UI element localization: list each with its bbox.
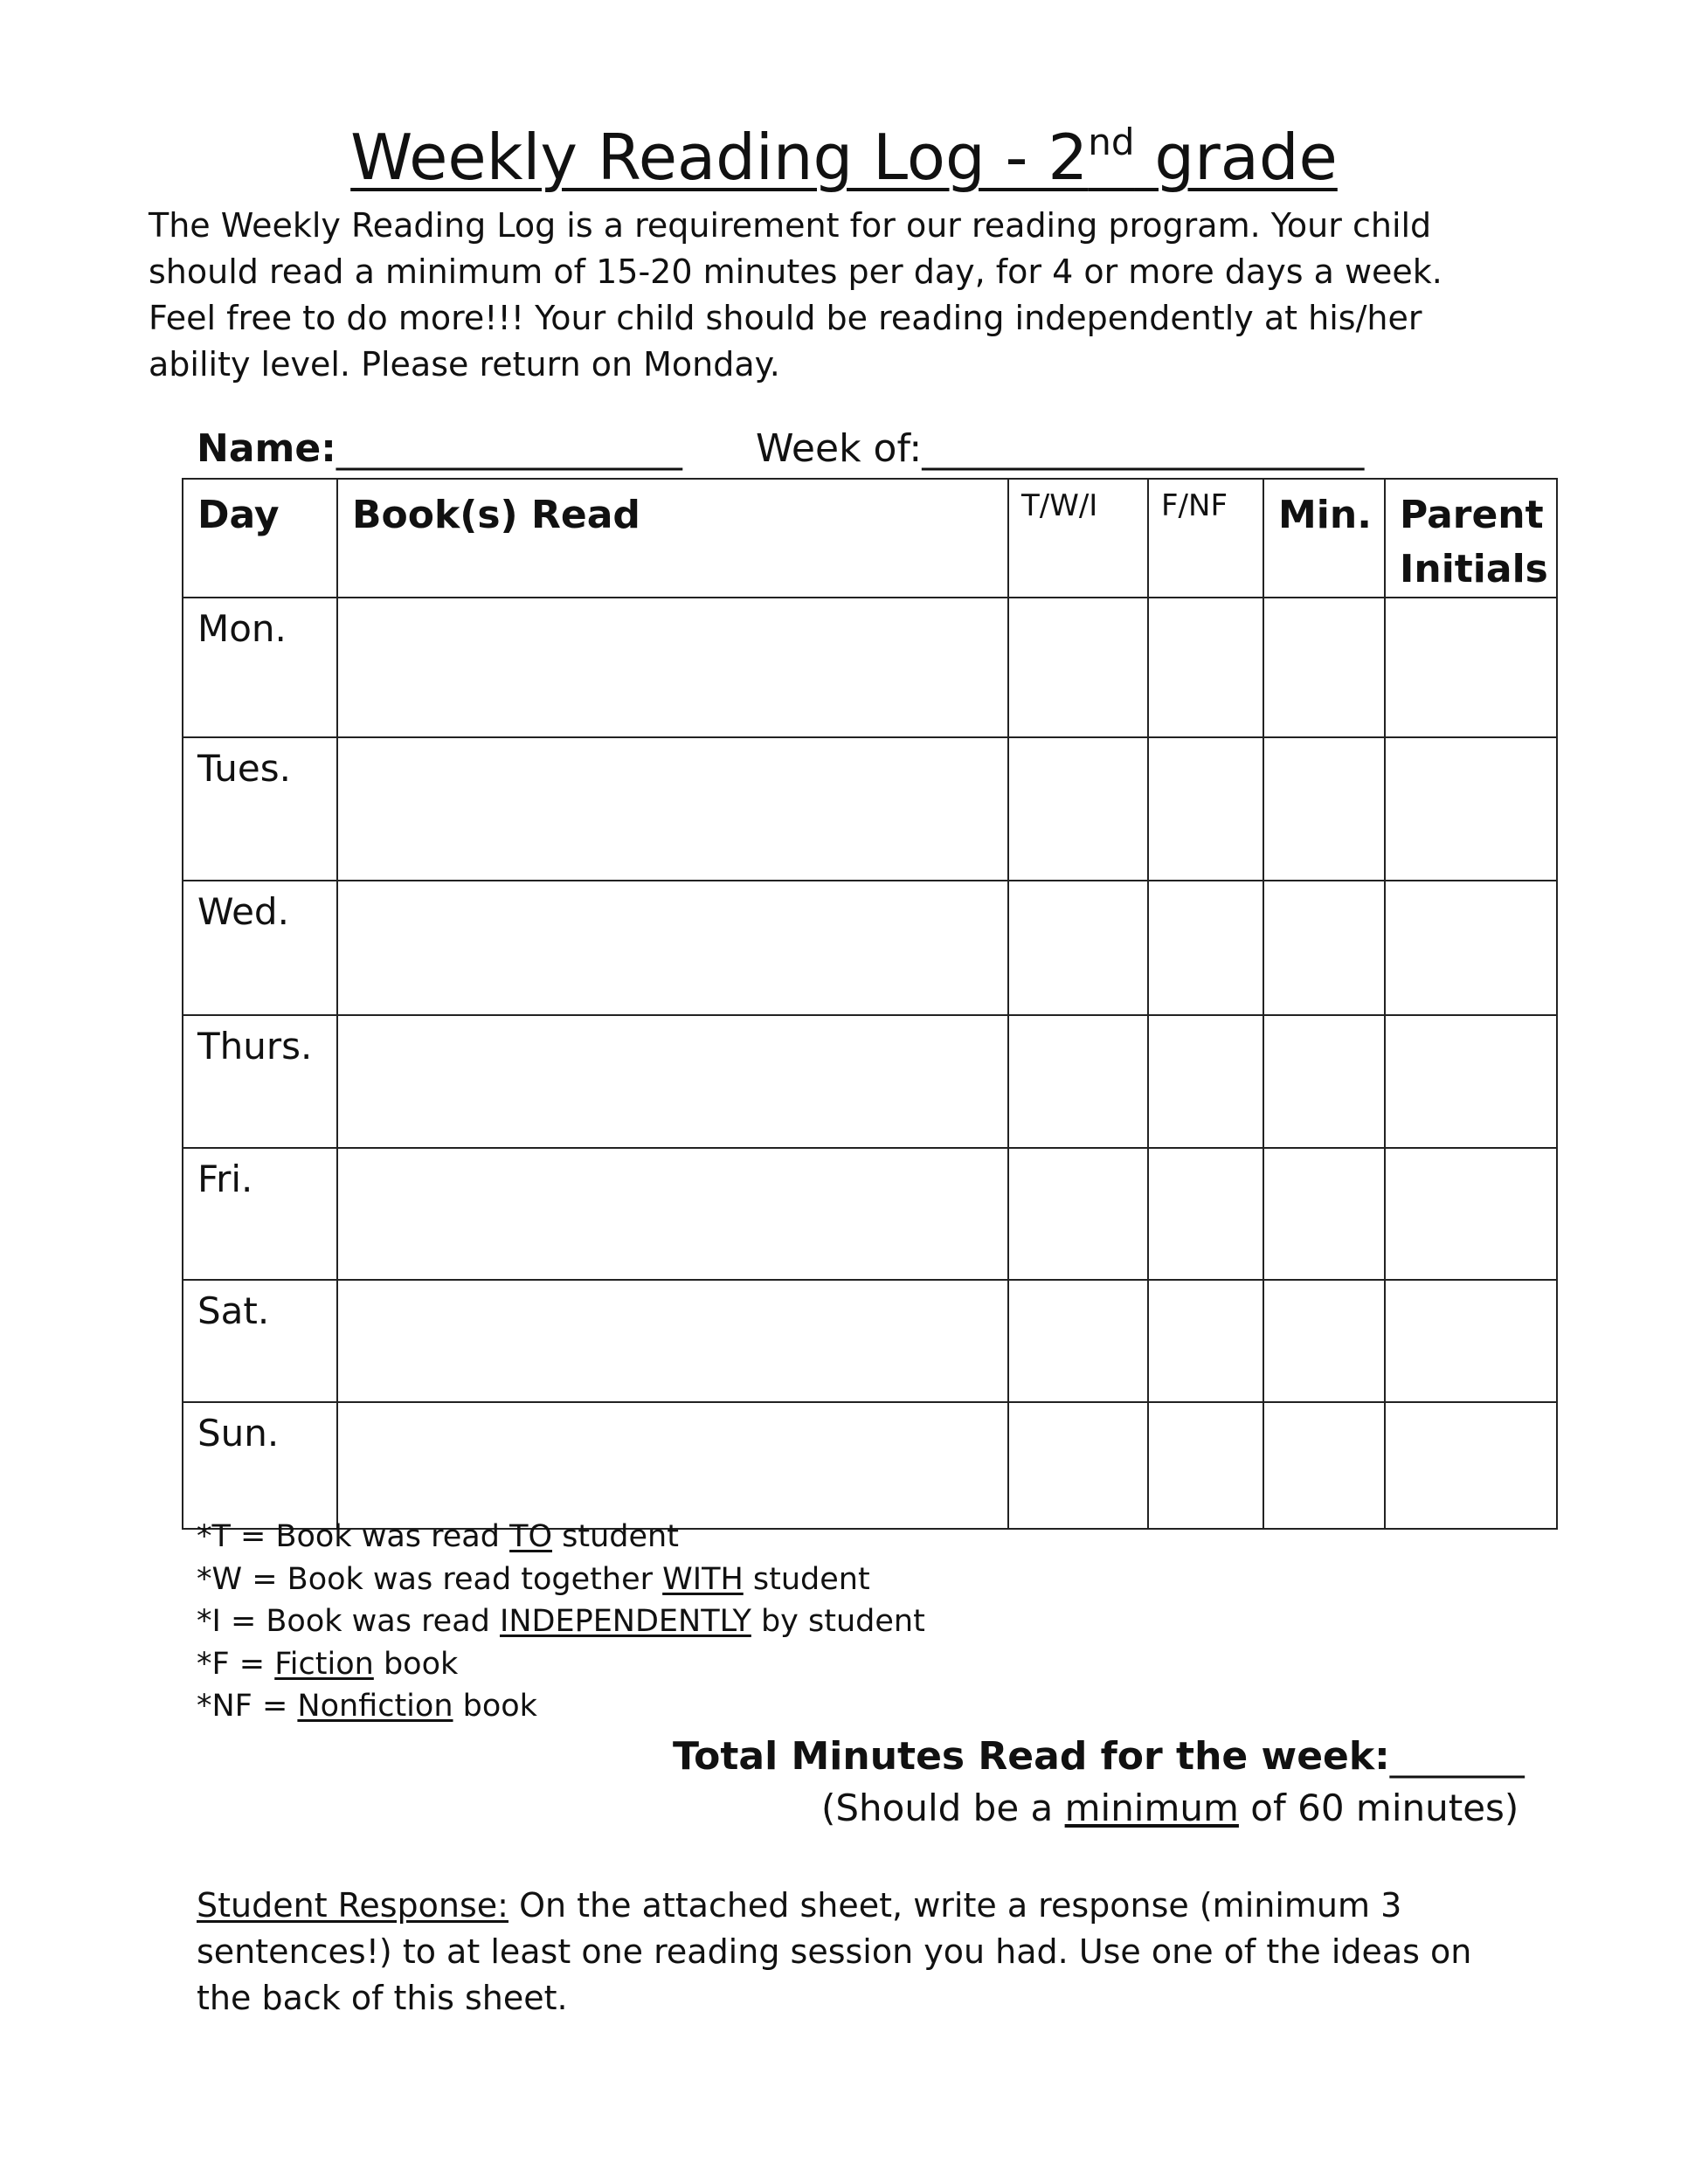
fnf-cell[interactable]: [1148, 1402, 1263, 1529]
initials-cell[interactable]: [1385, 1015, 1557, 1148]
legend-f: *F = Fiction book: [197, 1646, 459, 1682]
minutes-cell[interactable]: [1263, 1402, 1385, 1529]
day-cell-fri: Fri.: [183, 1148, 337, 1280]
day-cell-mon: Mon.: [183, 598, 337, 737]
twi-cell[interactable]: [1008, 1402, 1148, 1529]
fnf-cell[interactable]: [1148, 1148, 1263, 1280]
minutes-cell[interactable]: [1263, 881, 1385, 1015]
fnf-cell[interactable]: [1148, 737, 1263, 881]
student-response-label: Student Response:: [197, 1886, 508, 1925]
header-fnf: F/NF: [1148, 479, 1263, 598]
student-response: [197, 1883, 1490, 2022]
initials-cell[interactable]: [1385, 737, 1557, 881]
name-label: Name:: [197, 426, 336, 471]
day-cell-tues: Tues.: [183, 737, 337, 881]
minutes-cell[interactable]: [1263, 598, 1385, 737]
week-of-label: Week of:: [756, 426, 923, 471]
intro-text: The Weekly Reading Log is a requirement for our reading program. Your child should read a minimum of 15-20 minutes per day, for 4 or more days a week. Feel free to do more!!! Your child should be reading independently at his/her ability level. Please return on Monday.: [149, 206, 1442, 384]
total-minutes-field[interactable]: [673, 1734, 1525, 1779]
legend-w: *W = Book was read together WITH student: [197, 1561, 870, 1597]
books-cell[interactable]: [337, 1148, 1008, 1280]
fnf-cell[interactable]: [1148, 881, 1263, 1015]
header-minutes: Min.: [1263, 479, 1385, 598]
books-cell[interactable]: [337, 1280, 1008, 1402]
day-cell-sun: Sun.: [183, 1402, 337, 1529]
week-of-field[interactable]: [756, 426, 1364, 471]
initials-cell[interactable]: [1385, 1280, 1557, 1402]
minutes-cell[interactable]: [1263, 1280, 1385, 1402]
table-row: [183, 598, 1557, 737]
twi-cell[interactable]: [1008, 598, 1148, 737]
twi-cell[interactable]: [1008, 881, 1148, 1015]
week-of-blank[interactable]: _______________________: [922, 426, 1365, 471]
day-cell-thurs: Thurs.: [183, 1015, 337, 1148]
fnf-cell[interactable]: [1148, 598, 1263, 737]
twi-cell[interactable]: [1008, 1015, 1148, 1148]
intro-paragraph: [149, 203, 1512, 388]
minimum-note: (Should be a minimum of 60 minutes): [821, 1787, 1519, 1829]
twi-cell[interactable]: [1008, 1148, 1148, 1280]
twi-cell[interactable]: [1008, 737, 1148, 881]
minutes-cell[interactable]: [1263, 1148, 1385, 1280]
initials-cell[interactable]: [1385, 598, 1557, 737]
day-cell-wed: Wed.: [183, 881, 337, 1015]
books-cell[interactable]: [337, 1402, 1008, 1529]
minutes-cell[interactable]: [1263, 1015, 1385, 1148]
table-row: [183, 1015, 1557, 1148]
legend-i: *I = Book was read INDEPENDENTLY by student: [197, 1604, 925, 1639]
table-row: [183, 1280, 1557, 1402]
books-cell[interactable]: [337, 881, 1008, 1015]
legend: [197, 1516, 925, 1728]
total-minutes-label: Total Minutes Read for the week:: [673, 1734, 1390, 1779]
header-twi: T/W/I: [1008, 479, 1148, 598]
twi-cell[interactable]: [1008, 1280, 1148, 1402]
header-books-read: Book(s) Read: [337, 479, 1008, 598]
student-response-text: On the attached sheet, write a response (minimum 3 sentences!) to at least one reading session you had. Use one of the ideas on the back of this sheet.: [197, 1886, 1472, 2017]
header-day: Day: [183, 479, 337, 598]
page-title: Weekly Reading Log - 2nd grade: [350, 121, 1338, 194]
minutes-cell[interactable]: [1263, 737, 1385, 881]
header-parent-initials: Parent Initials: [1385, 479, 1557, 598]
fnf-cell[interactable]: [1148, 1015, 1263, 1148]
header-row: [183, 479, 1557, 598]
name-field[interactable]: [197, 426, 682, 471]
name-blank[interactable]: __________________: [336, 426, 682, 471]
reading-log-table: [182, 478, 1558, 1530]
table-row: [183, 1402, 1557, 1529]
table-row: [183, 881, 1557, 1015]
books-cell[interactable]: [337, 1015, 1008, 1148]
initials-cell[interactable]: [1385, 1148, 1557, 1280]
legend-t: *T = Book was read TO student: [197, 1519, 679, 1554]
initials-cell[interactable]: [1385, 881, 1557, 1015]
day-cell-sat: Sat.: [183, 1280, 337, 1402]
fnf-cell[interactable]: [1148, 1280, 1263, 1402]
books-cell[interactable]: [337, 598, 1008, 737]
initials-cell[interactable]: [1385, 1402, 1557, 1529]
legend-nf: *NF = Nonfiction book: [197, 1689, 537, 1724]
books-cell[interactable]: [337, 737, 1008, 881]
table-row: [183, 737, 1557, 881]
table-row: [183, 1148, 1557, 1280]
total-minutes-blank[interactable]: _______: [1389, 1734, 1525, 1779]
